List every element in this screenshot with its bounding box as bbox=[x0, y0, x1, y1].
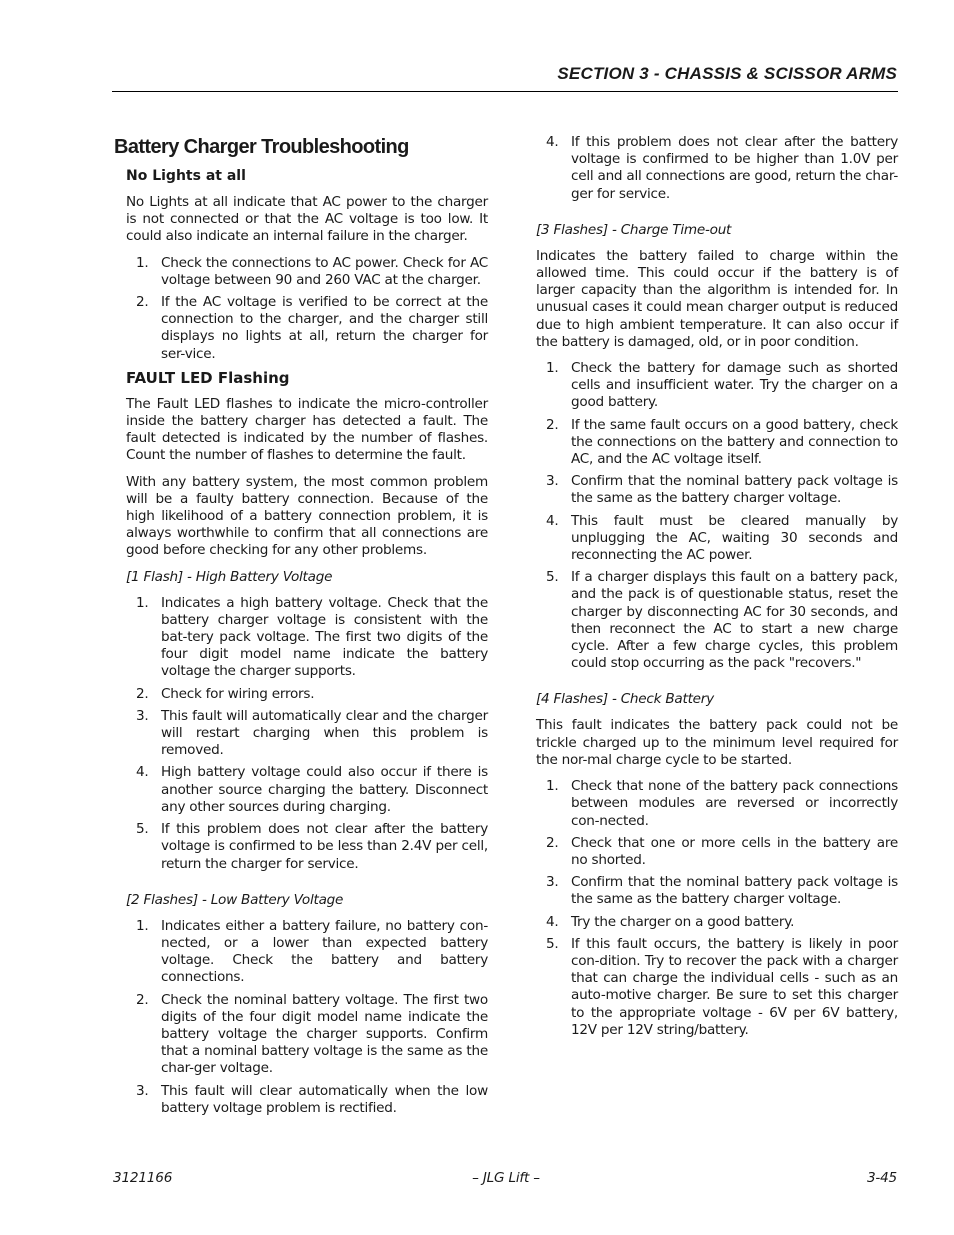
list-item: 2. If the AC voltage is verified to be correct at the connection to the charger, and the charger still displays no lights at all, return the charger for ser-vice. bbox=[136, 294, 488, 362]
list-item: 4. High battery voltage could also occur if there is another source charging the battery. Disconnect any other sources during charging. bbox=[136, 764, 488, 815]
flash4-steps bbox=[536, 778, 898, 1039]
footer-brand: – JLG Lift – bbox=[472, 1170, 540, 1186]
list-item: 1. Check that none of the battery pack connections between modules are reversed or incorrectly con-nected. bbox=[546, 778, 898, 829]
list-item: 1. Indicates a high battery voltage. Check that the battery charger voltage is consistent with the bat-tery pack voltage. The first two digits of the four digit model name indicate the battery voltage the charger supports. bbox=[136, 594, 488, 680]
doc-number: 3121166 bbox=[113, 1170, 173, 1186]
list-item: 2. Check for wiring errors. bbox=[136, 685, 315, 702]
flash1-heading: [1 Flash] - High Battery Voltage bbox=[126, 568, 333, 585]
fault-led-para-1: The Fault LED flashes to indicate the micro-controller inside the battery charger has detected a fault. The fault detected is indicated by the number of flashes. Count the number of flashes to determine the fault. bbox=[126, 395, 488, 464]
list-item: 2. Check the nominal battery voltage. The first two digits of the four digit model name indicate the battery voltage the charger supports. Confirm that a nominal battery voltage is the same as the char-ger voltage. bbox=[136, 991, 488, 1077]
flash2-heading: [2 Flashes] - Low Battery Voltage bbox=[126, 891, 344, 908]
flash2-steps bbox=[126, 918, 488, 1117]
list-item: 3. Confirm that the nominal battery pack voltage is the same as the battery charger voltage. bbox=[546, 874, 898, 908]
list-item: 2. Check that one or more cells in the battery are no shorted. bbox=[546, 834, 898, 868]
list-item: 1. Check the connections to AC power. Check for AC voltage between 90 and 260 VAC at the charger. bbox=[136, 254, 488, 288]
list-item: 3. Confirm that the nominal battery pack voltage is the same as the battery charger voltage. bbox=[546, 473, 898, 507]
no-lights-intro: No Lights at all indicate that AC power to the charger is not connected or that the AC voltage is too low. It could also indicate an internal failure in the charger. bbox=[126, 194, 488, 245]
list-item: 4. Try the charger on a good battery. bbox=[546, 913, 795, 930]
list-item: 1. Indicates either a battery failure, no battery con-nected, or a lower than expected battery voltage. Check the battery and battery connections. bbox=[136, 917, 488, 986]
list-item: 3. This fault will clear automatically when the low battery voltage problem is rectified. bbox=[136, 1082, 488, 1116]
list-item: 2. If the same fault occurs on a good battery, check the connections on the battery and connection to AC, and the AC voltage itself. bbox=[546, 416, 898, 468]
list-item: 4. If this problem does not clear after the battery voltage is confirmed to be higher than 1.0V per cell and all connections are good, return the char-ger for service. bbox=[546, 134, 898, 202]
list-item: 1. Check the battery for damage such as shorted cells and insufficient water. Try the charger on a good battery. bbox=[546, 360, 898, 411]
flash4-intro: This fault indicates the battery pack could not be trickle charged up to the minimum level required for the nor-mal charge cycle to be started. bbox=[536, 717, 898, 768]
flash1-steps bbox=[126, 595, 488, 873]
flash3-steps bbox=[536, 360, 898, 672]
flash4-heading: [4 Flashes] - Check Battery bbox=[536, 691, 714, 708]
list-item: 5. If this fault occurs, the battery is likely in poor con-dition. Try to recover the pack with a charger that can charge the individual cells - such as an auto-motive charger. Be sure to set this charger to the appropriate voltage - 6V per 6V battery, 12V per 12V string/battery. bbox=[546, 935, 898, 1038]
page-number: 3-45 bbox=[866, 1170, 897, 1186]
left-column bbox=[114, 134, 488, 1122]
list-item: 5. If a charger displays this fault on a battery pack, and the pack is of questionable status, reset the charger by disconnecting AC for 30 seconds, and then reconnect the AC to start a new charge cycle. After a few charge cycles, this problem could stop occurring as the pack "recovers." bbox=[546, 569, 898, 672]
flash3-heading: [3 Flashes] - Charge Time-out bbox=[536, 221, 732, 238]
list-item: 3. This fault will automatically clear and the charger will restart charging when this problem is removed. bbox=[136, 707, 488, 759]
header-divider bbox=[112, 91, 898, 92]
right-column bbox=[536, 134, 898, 1044]
flash3-intro: Indicates the battery failed to charge within the allowed time. This could occur if the battery is of larger capacity than the algorithm is intended for. In unusual cases it could mean charger output is reduced due to high ambient temperature. It can also occur if the battery is damaged, old, or in poor condition. bbox=[536, 247, 898, 350]
page-title: Battery Charger Troubleshooting bbox=[114, 136, 409, 158]
list-item: 4. This fault must be cleared manually by unplugging the AC, waiting 30 seconds and reconnecting the AC power. bbox=[546, 512, 898, 564]
section-header-title: SECTION 3 - CHASSIS & SCISSOR ARMS bbox=[557, 64, 897, 83]
no-lights-steps bbox=[126, 255, 488, 363]
fault-led-para-2: With any battery system, the most common problem will be a faulty battery connection. Because of the high likelihood of a battery connection problem, it is always worthwhile to confirm that all connections are good before checking for any other problems. bbox=[126, 473, 488, 559]
list-item: 5. If this problem does not clear after the battery voltage is confirmed to be less than 2.4V per cell, return the charger for service. bbox=[136, 821, 488, 872]
flash2-steps-continued bbox=[536, 134, 898, 203]
fault-led-heading: FAULT LED Flashing bbox=[126, 368, 290, 387]
no-lights-heading: No Lights at all bbox=[126, 168, 246, 184]
